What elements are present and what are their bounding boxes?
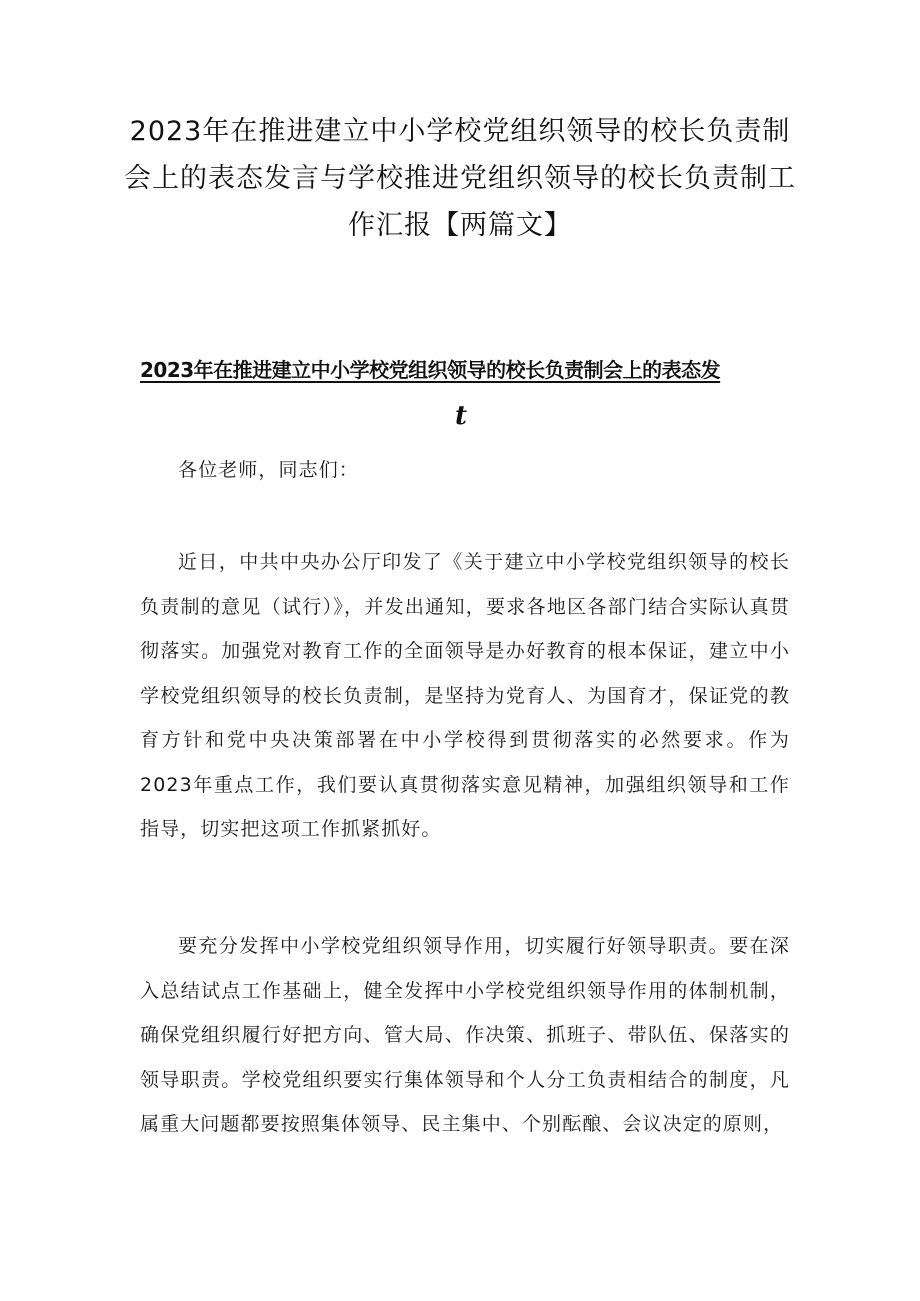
- section-heading-tail: t: [455, 401, 468, 431]
- greeting: 各位老师，同志们：: [178, 459, 359, 481]
- document-title: 2023年在推进建立中小学校党组织领导的校长负责制会上的表态发言与学校推进党组织领导的校长负责制工作汇报【两篇文】: [124, 116, 796, 241]
- body-paragraph-1: 近日，中共中央办公厅印发了《关于建立中小学校党组织领导的校长负责制的意见（试行）》，并发出通知，要求各地区各部门结合实际认真贯彻落实。加强党对教育工作的全面领导是办好教育的根本保证，建立中小学校党组织领导的校长负责制，是坚持为党育人、为国育才，保证党的教育方针和党中央决策部署在中小学校得到贯彻落实的必然要求。作为2023年重点工作，我们要认真贯彻落实意见精神，加强组织领导和工作指导，切实把这项工作抓紧抓好。: [140, 551, 790, 840]
- section-heading: 2023年在推进建立中小学校党组织领导的校长负责制会上的表态发: [140, 358, 721, 382]
- body-paragraph-2: 要充分发挥中小学校党组织领导作用，切实履行好领导职责。要在深入总结试点工作基础上，健全发挥中小学校党组织领导作用的体制机制，确保党组织履行好把方向、管大局、作决策、抓班子、带队伍、保落实的领导职责。学校党组织要实行集体领导和个人分工负责相结合的制度，凡属重大问题都要按照集体领导、民主集中、个别酝酿、会议决定的原则，: [140, 935, 790, 1135]
